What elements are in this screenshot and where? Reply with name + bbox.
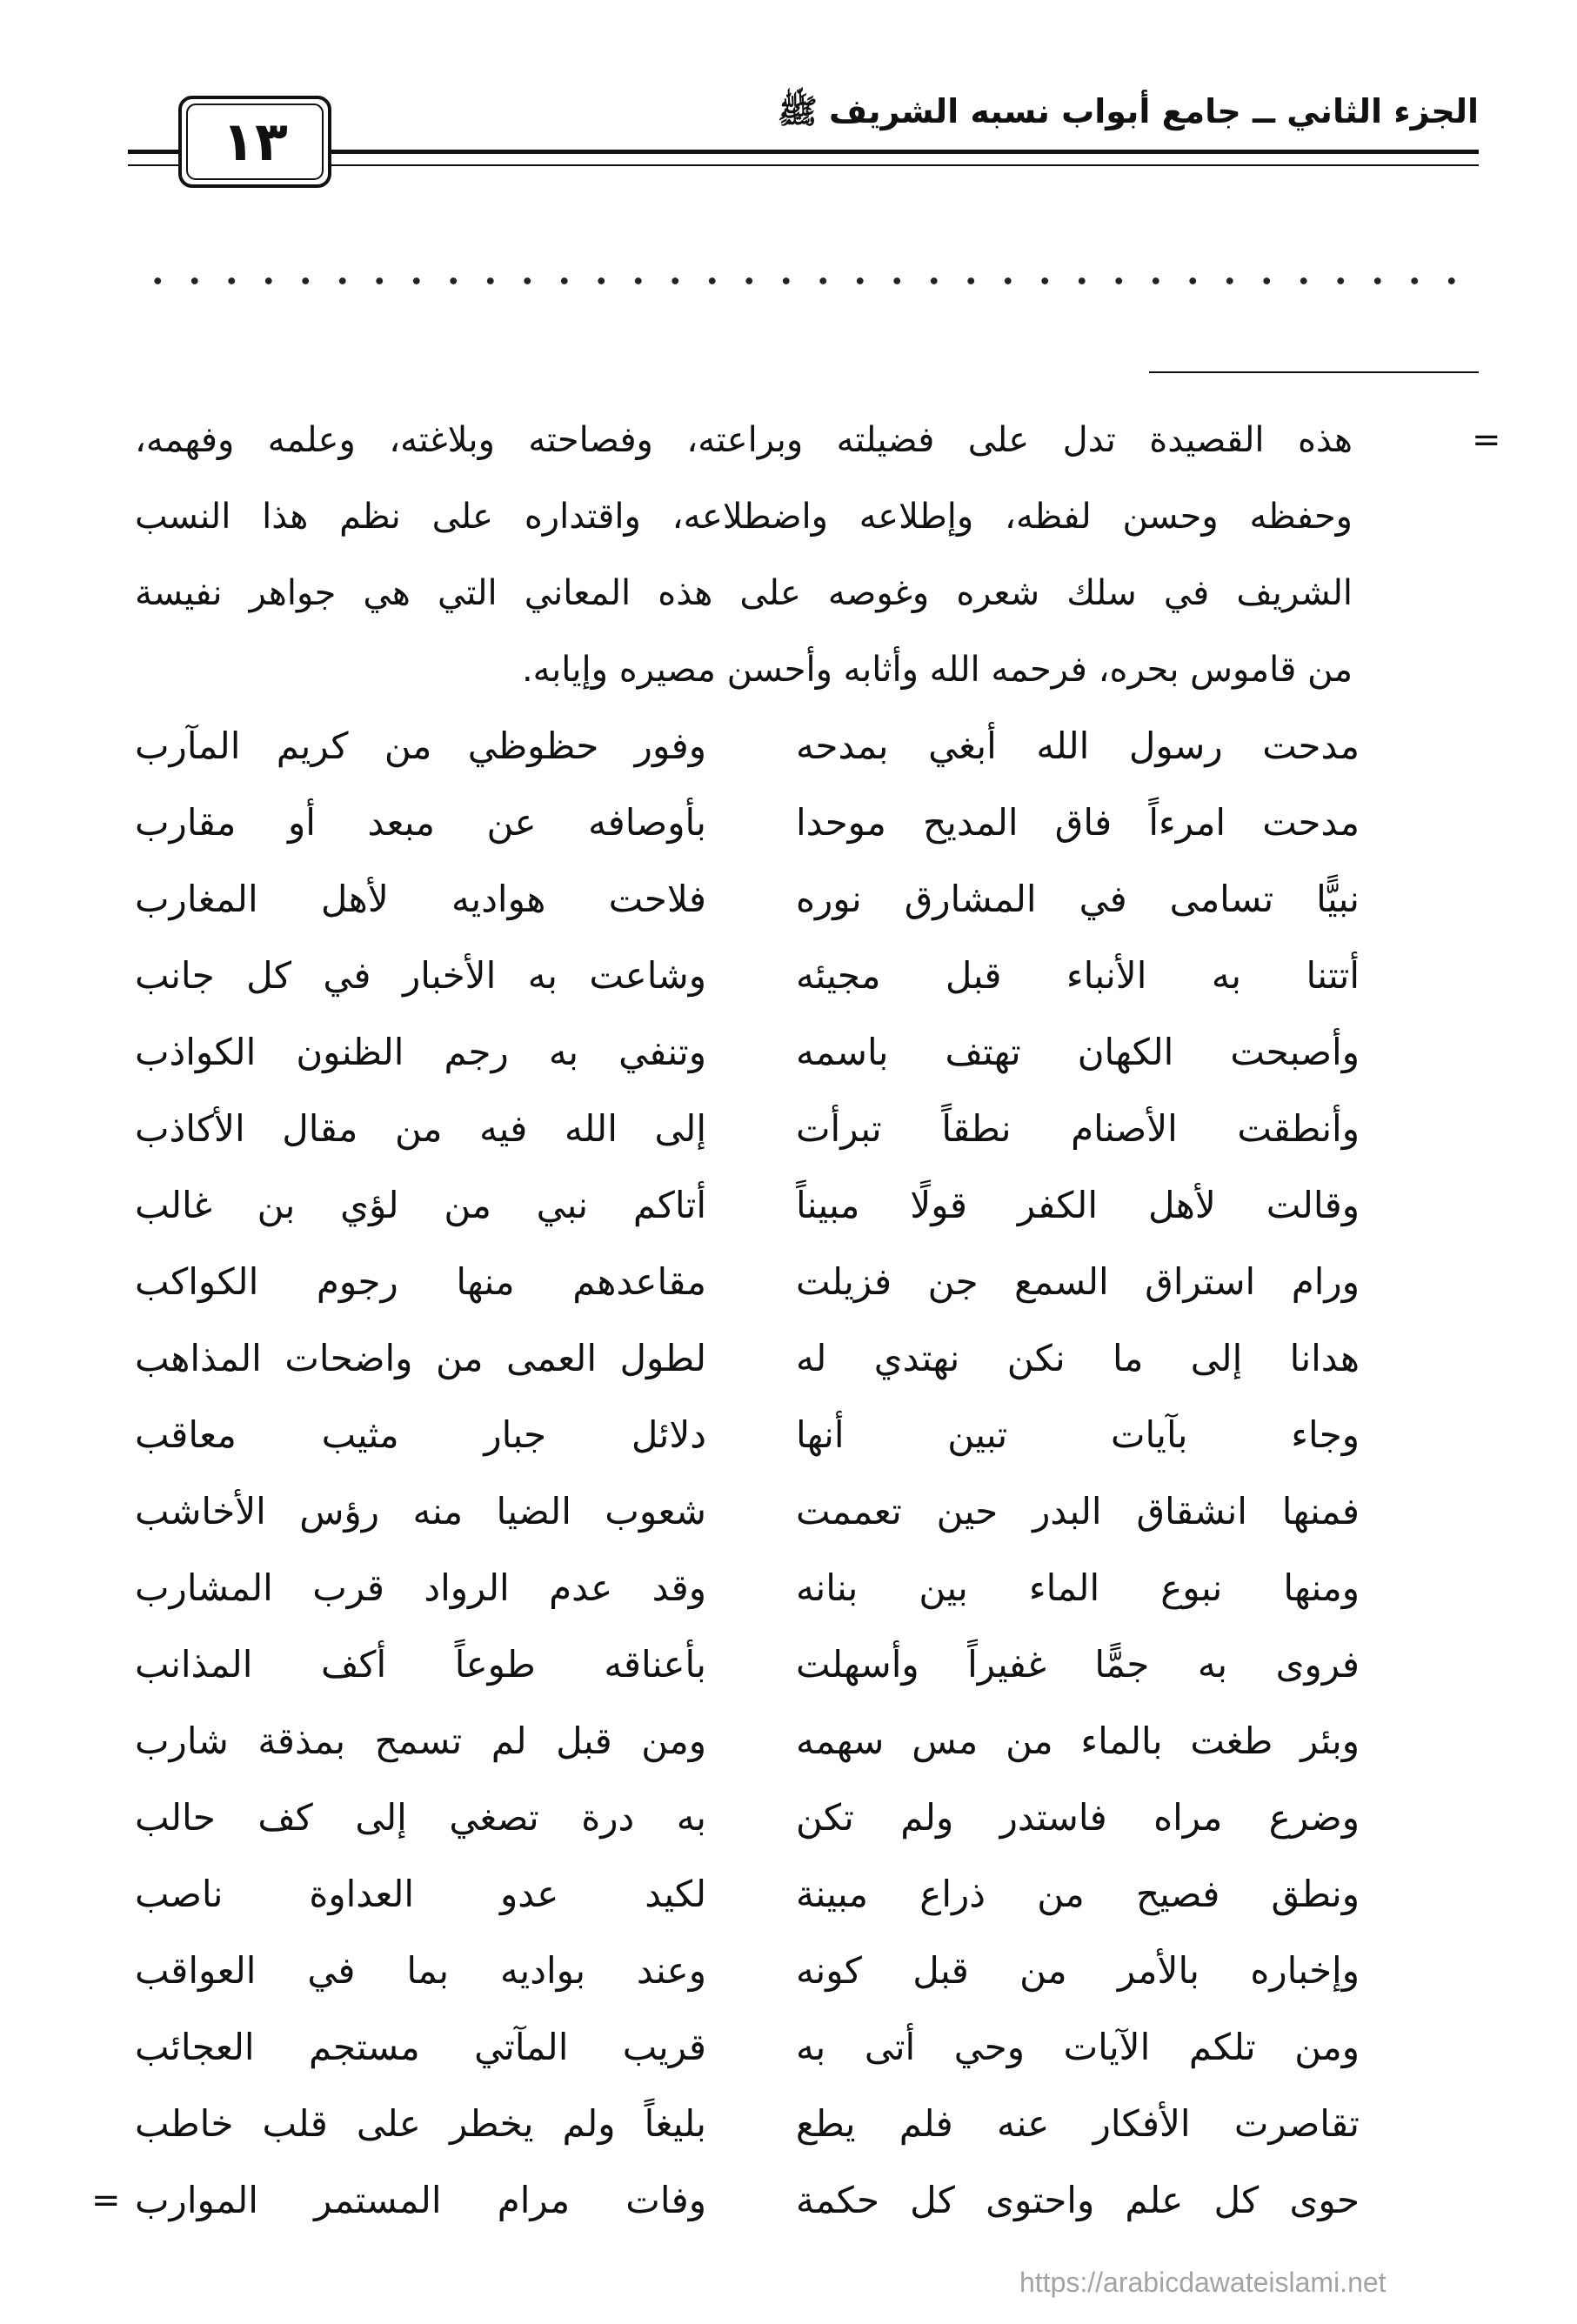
- note-line: من قاموس بحره، فرحمه الله وأثابه وأحسن مصيره وإيابه.: [521, 650, 1353, 690]
- verse-row: [0, 708, 1577, 785]
- page-number: ١٣: [186, 104, 324, 180]
- verse-sadr: مدحت امرءاً فاق المديح موحدا: [796, 801, 1360, 844]
- verse-sadr: وقالت لأهل الكفر قولًا مبيناً: [796, 1184, 1360, 1226]
- verse-row: [0, 1244, 1577, 1320]
- verse-sadr: ومن تلكم الآيات وحي أتى به: [796, 2026, 1360, 2068]
- verse-ajuz: بأعناقه طوعاً أكف المذانب: [135, 1643, 706, 1686]
- verse-ajuz: وعند بواديه بما في العواقب: [135, 1949, 706, 1992]
- note-line: الشريف في سلك شعره وغوصه على هذه المعاني التي هي جواهر نفيسة: [135, 573, 1353, 613]
- continuation-mark-bottom: =: [91, 2180, 121, 2220]
- verse-row: [0, 2162, 1577, 2239]
- verse-row: [0, 861, 1577, 938]
- verse-ajuz: وتنفي به رجم الظنون الكواذب: [135, 1031, 706, 1073]
- verse-sadr: وجاء بآيات تبين أنها: [796, 1413, 1360, 1456]
- verse-sadr: فروى به جمًّا غفيراً وأسهلت: [796, 1643, 1360, 1686]
- verse-ajuz: ومن قبل لم تسمح بمذقة شارب: [135, 1720, 706, 1762]
- verse-ajuz: وفات مرام المستمر الموارب: [135, 2179, 706, 2221]
- note-line: هذه القصيدة تدل على فضيلته وبراعته، وفصاحته وبلاغته، وعلمه وفهمه،: [135, 420, 1353, 460]
- verse-ajuz: لطول العمى من واضحات المذاهب: [135, 1337, 706, 1379]
- verse-sadr: ونطق فصيح من ذراع مبينة: [796, 1873, 1360, 1915]
- watermark-url: https://arabicdawateislami.net: [1019, 2267, 1387, 2298]
- continuation-mark-top: =: [1472, 420, 1501, 460]
- verse-row: [0, 1091, 1577, 1167]
- verse-ajuz: وفور حظوظي من كريم المآرب: [135, 725, 706, 767]
- verse-sadr: وبئر طغت بالماء من مس سهمه: [796, 1720, 1360, 1762]
- verse-ajuz: أتاكم نبي من لؤي بن غالب: [135, 1184, 706, 1226]
- verse-row: [0, 2086, 1577, 2162]
- verse-sadr: فمنها انشقاق البدر حين تعممت: [796, 1490, 1360, 1533]
- verse-sadr: تقاصرت الأفكار عنه فلم يطع: [796, 2102, 1360, 2145]
- note-paragraph: [135, 402, 1353, 708]
- verse-row: [0, 785, 1577, 861]
- verse-sadr: وإخباره بالأمر من قبل كونه: [796, 1949, 1360, 1992]
- verse-sadr: وأنطقت الأصنام نطقاً تبرأت: [796, 1107, 1360, 1150]
- verse-sadr: وأصبحت الكهان تهتف باسمه: [796, 1031, 1360, 1073]
- verse-sadr: ومنها نبوع الماء بين بنانه: [796, 1566, 1360, 1609]
- note-line: وحفظه وحسن لفظه، وإطلاعه واضطلاعه، واقتداره على نظم هذا النسب: [135, 497, 1353, 537]
- verse-row: [0, 1703, 1577, 1780]
- verse-row: [0, 1167, 1577, 1244]
- verse-ajuz: وقد عدم الرواد قرب المشارب: [135, 1566, 706, 1609]
- verse-ajuz: قريب المآتي مستجم العجائب: [135, 2026, 706, 2068]
- verse-sadr: وضرع مراه فاستدر ولم تكن: [796, 1796, 1360, 1839]
- verse-row: [0, 1933, 1577, 2009]
- footnote-rule: [1149, 371, 1479, 373]
- verse-ajuz: وشاعت به الأخبار في كل جانب: [135, 954, 706, 997]
- running-head-title: الجزء الثاني ــ جامع أبواب نسبه الشريف ﷺ: [777, 92, 1479, 130]
- verse-sadr: مدحت رسول الله أبغي بمدحه: [796, 725, 1360, 767]
- verse-row: [0, 1397, 1577, 1473]
- dotted-separator: [139, 275, 1470, 287]
- verse-row: [0, 938, 1577, 1014]
- verse-ajuz: مقاعدهم منها رجوم الكواكب: [135, 1260, 706, 1303]
- verse-sadr: ورام استراق السمع جن فزيلت: [796, 1260, 1360, 1303]
- verse-row: [0, 1780, 1577, 1856]
- verse-ajuz: شعوب الضيا منه رؤس الأخاشب: [135, 1490, 706, 1533]
- verse-row: [0, 1626, 1577, 1703]
- verse-row: [0, 1473, 1577, 1550]
- verse-sadr: هدانا إلى ما نكن نهتدي له: [796, 1337, 1360, 1379]
- page-number-frame: [178, 96, 331, 188]
- verse-ajuz: فلاحت هواديه لأهل المغارب: [135, 878, 706, 920]
- verse-ajuz: دلائل جبار مثيب معاقب: [135, 1413, 706, 1456]
- verse-sadr: حوى كل علم واحتوى كل حكمة: [796, 2179, 1360, 2221]
- verse-row: [0, 1856, 1577, 1933]
- verse-ajuz: إلى الله فيه من مقال الأكاذب: [135, 1107, 706, 1150]
- verse-sadr: نبيًّا تسامى في المشارق نوره: [796, 878, 1360, 920]
- poem: [0, 708, 1577, 2239]
- verse-ajuz: لكيد عدو العداوة ناصب: [135, 1873, 706, 1915]
- verse-ajuz: بأوصافه عن مبعد أو مقارب: [135, 801, 706, 844]
- verse-row: [0, 1014, 1577, 1091]
- verse-row: [0, 2009, 1577, 2086]
- verse-ajuz: بليغاً ولم يخطر على قلب خاطب: [135, 2102, 706, 2145]
- verse-row: [0, 1320, 1577, 1397]
- verse-row: [0, 1550, 1577, 1626]
- verse-ajuz: به درة تصغي إلى كف حالب: [135, 1796, 706, 1839]
- verse-sadr: أتتنا به الأنباء قبل مجيئه: [796, 954, 1360, 997]
